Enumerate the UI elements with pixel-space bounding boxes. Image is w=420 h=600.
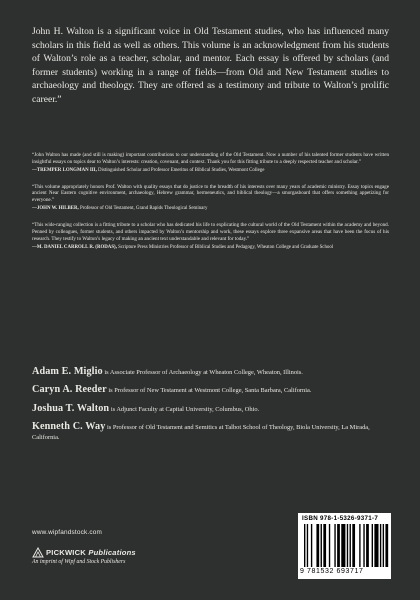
editor-description: is Professor of New Testament at Westmont College, Santa Barbara, California. — [108, 387, 312, 395]
barcode-bar — [380, 524, 381, 567]
barcode-bar — [383, 524, 384, 567]
barcode-box — [298, 513, 391, 579]
publisher-prefix: PICKWICK — [46, 548, 86, 557]
barcode-bar — [347, 524, 348, 567]
pickwick-logo-icon — [32, 547, 44, 558]
ean-digits: 9 781532 693717 — [300, 568, 364, 575]
endorsement-text: “John Walton has made (and still is making) important contributions to our understanding of the Old Testament. Now a number of his talented former students have written insightful essays on topics dear to Walton’s interests: creation, covenant, and context. Thank you for this fitting tribute to a deeply respected teacher and scholar.” — [32, 152, 389, 165]
editor-name: Adam E. Miglio — [32, 366, 103, 377]
publisher-imprint: An imprint of Wipf and Stock Publishers — [32, 559, 126, 565]
barcode-bar — [352, 524, 355, 567]
endorser-name: —M. DANIEL CARROLL R. (RODAS), — [32, 244, 117, 250]
barcode-bar — [374, 524, 378, 567]
endorser-title: Professor of Old Testament, Grand Rapids Theological Seminary — [79, 206, 208, 212]
endorser-title: Scripture Press Ministries Professor of Biblical Studies and Pedagogy, Wheaton College and Graduate School — [118, 244, 334, 250]
endorsement-attribution — [32, 245, 389, 252]
endorsement-text: “This volume appropriately honors Prof. Walton with quality essays that do justice to the breadth of his interests over many years of academic ministry. Essay topics engage ancient Near Eastern cognitive environment, archaeology, Hebrew grammar, hermeneutics, and biblical theology—a smorgasboard that offers something appetizing for everyone.” — [32, 183, 389, 204]
barcode-bar — [334, 524, 335, 567]
endorser-name: —JOHN W. HILBER, — [32, 206, 79, 212]
cover-blurb: John H. Walton is a significant voice in Old Testament studies, who has influenced many scholars in this field as well as others. This volume is an acknowledgment from his students of Walton’s role as a teacher, scholar, and mentor. Each essay is offered by scholars (and former students) working in a range of fields—from Old and New Testament studies to archaeology and theology. They are offered as a testimony and tribute to Walton’s prolific career.” — [32, 26, 389, 105]
publisher-website: www.wipfandstock.com — [32, 529, 103, 536]
editor-bios — [32, 367, 389, 450]
barcode-bar — [304, 524, 305, 567]
barcode-bar — [316, 524, 319, 567]
publisher-line — [32, 547, 136, 558]
barcode-bar — [341, 524, 345, 567]
editor-bio — [32, 385, 389, 395]
editor-description: is Adjunct Faculty at Capital University, Columbus, Ohio. — [110, 405, 260, 413]
editor-bio — [32, 422, 389, 442]
endorsement-attribution — [32, 168, 389, 175]
endorsement — [32, 152, 389, 175]
editor-name: Kenneth C. Way — [32, 421, 106, 433]
isbn-barcode-icon — [298, 524, 391, 570]
endorsement-attribution — [32, 206, 389, 213]
barcode-bar — [350, 524, 351, 567]
barcode-bar — [321, 524, 322, 567]
barcode-bar — [311, 524, 312, 567]
endorser-name: —TREMPER LONGMAN III, — [32, 167, 97, 173]
barcode-bar — [363, 524, 364, 567]
barcode-bar — [359, 524, 360, 567]
publisher-block — [32, 547, 136, 565]
barcode-bar — [323, 524, 326, 567]
endorsements — [32, 152, 389, 260]
barcode-bar — [329, 524, 330, 567]
editor-description: is Professor of Old Testament and Semitics at Talbot School of Theology, Biola University, La Mirada, California. — [32, 424, 370, 441]
barcode-bar — [307, 524, 308, 567]
editor-bio — [32, 404, 389, 414]
isbn-label: ISBN 978-1-5326-9371-7 — [302, 515, 379, 522]
barcode-bar — [337, 524, 340, 567]
barcode-bar — [385, 524, 388, 567]
barcode-bar — [366, 524, 369, 567]
editor-bio — [32, 367, 389, 377]
endorser-title: Distinguished Scholar and Professor Emeritus of Biblical Studies, Westmont College — [98, 167, 265, 173]
editor-description: is Associate Professor of Archaeology at Wheaton College, Wheaton, Illinois. — [104, 369, 303, 376]
endorsement — [32, 222, 389, 251]
editor-name: Caryn A. Reeder — [32, 384, 107, 396]
endorsement — [32, 184, 389, 213]
publisher-name: Publications — [88, 548, 136, 557]
barcode-bar — [372, 524, 373, 567]
editor-name: Joshua T. Walton — [32, 402, 110, 414]
endorsement-text: “This wide-ranging collection is a fitting tribute to a scholar who has dedicated his life to explicating the cultural world of the Old Testament within the academy and beyond. Penned by colleagues, former students, and others impacted by Walton’s mentorship and work, these essays explore three expansive areas that have been the focus of his research. They testify to Walton’s legacy of making an ancient text understandable and relevant for today.” — [32, 221, 389, 242]
